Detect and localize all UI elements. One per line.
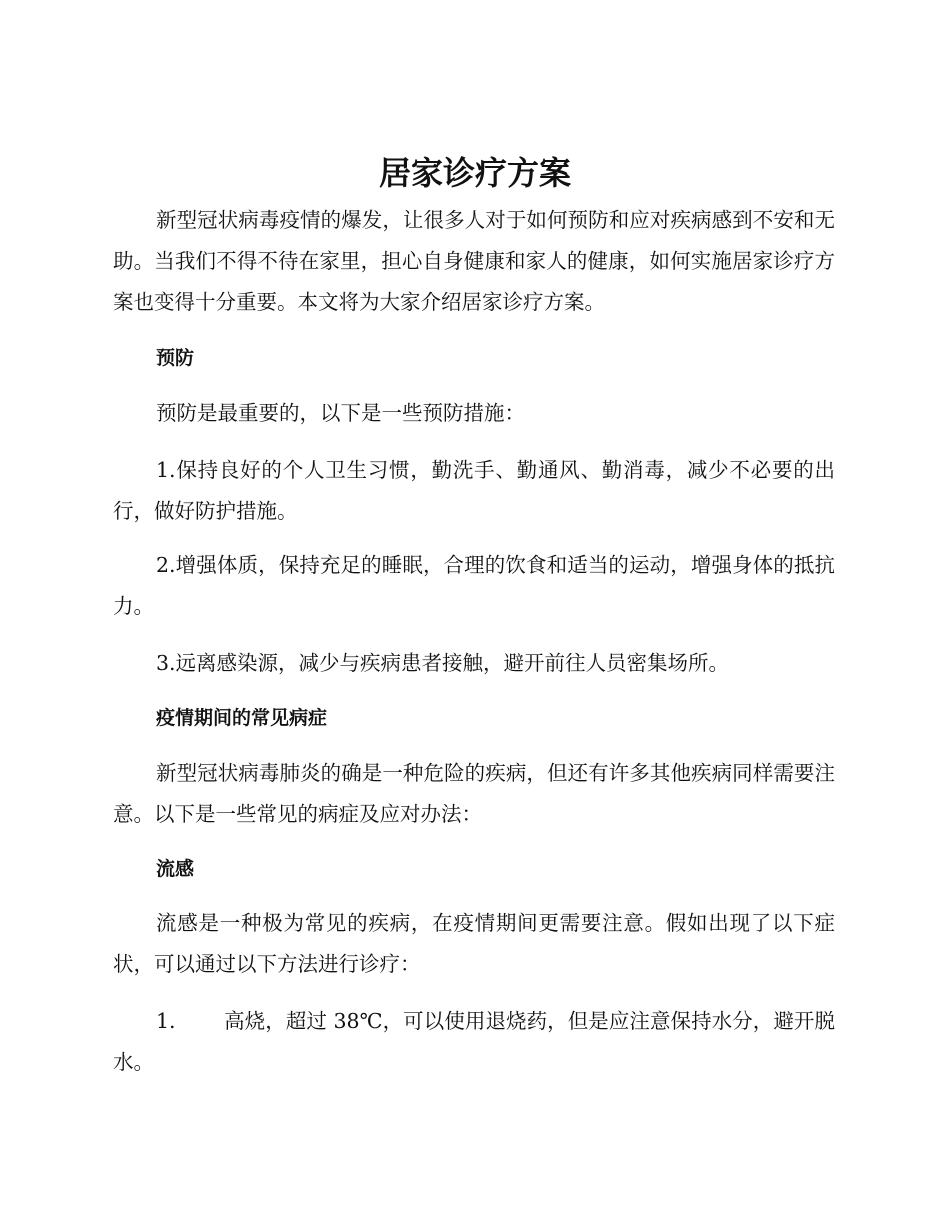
heading-flu: 流感: [156, 858, 195, 880]
prevention-item-2: 2.增强体质，保持充足的睡眠，合理的饮食和适当的运动，增强身体的抵抗力。: [113, 553, 835, 618]
prevention-item-3: 3.远离感染源，减少与疾病患者接触，避开前往人员密集场所。: [156, 651, 730, 675]
common-illnesses-paragraph: 新型冠状病毒肺炎的确是一种危险的疾病，但还有许多其他疾病同样需要注意。以下是一些常见的病症及应对办法：: [113, 761, 835, 826]
list-number: 1.: [156, 1009, 176, 1033]
flu-list-item-1: [113, 1001, 835, 1083]
flu-paragraph: 流感是一种极为常见的疾病，在疫情期间更需要注意。假如出现了以下症状，可以通过以下方法进行诊疗：: [113, 911, 835, 976]
prevention-lead-paragraph: 预防是最重要的，以下是一些预防措施：: [156, 401, 525, 425]
heading-prevention: 预防: [156, 347, 195, 369]
intro-paragraph: 新型冠状病毒疫情的爆发，让很多人对于如何预防和应对疾病感到不安和无助。当我们不得不待在家里，担心自身健康和家人的健康，如何实施居家诊疗方案也变得十分重要。本文将为大家介绍居家诊疗方案。: [113, 208, 835, 314]
prevention-item-1: 1.保持良好的个人卫生习惯，勤洗手、勤通风、勤消毒，减少不必要的出行，做好防护措施。: [113, 458, 835, 523]
list-item-text: 高烧，超过 38℃，可以使用退烧药，但是应注意保持水分，避开脱水。: [113, 1009, 835, 1074]
document-title: 居家诊疗方案: [378, 154, 571, 192]
heading-common-illnesses: 疫情期间的常见病症: [156, 707, 328, 729]
